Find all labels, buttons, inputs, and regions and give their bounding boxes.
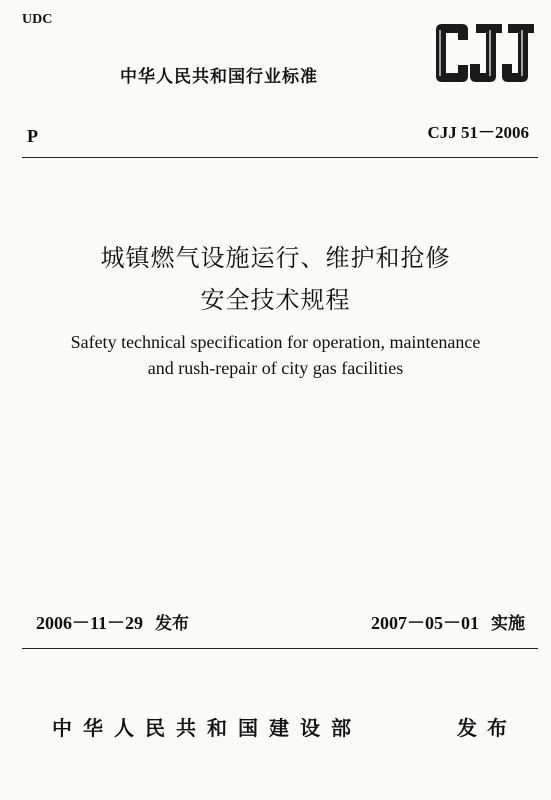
top-divider xyxy=(22,157,538,158)
title-chinese-line1: 城镇燃气设施运行、维护和抢修 xyxy=(100,244,451,272)
title-english-line2: and rush-repair of city gas facilities xyxy=(147,358,404,378)
title-english-line1: Safety technical specification for operation, maintenance xyxy=(70,332,481,352)
udc-label: UDC xyxy=(22,12,53,27)
issue-date-block xyxy=(36,609,189,635)
cjj-logo xyxy=(430,20,538,86)
industry-standard-heading: 中华人民共和国行业标准 xyxy=(120,67,318,87)
issue-label: 发布 xyxy=(155,614,190,634)
bottom-divider xyxy=(22,648,538,649)
issue-date: 2006－11－29 xyxy=(36,613,144,633)
standard-number: CJJ 51－2006 xyxy=(427,123,529,142)
title-chinese-line2: 安全技术规程 xyxy=(200,286,351,314)
classification-code: P xyxy=(27,126,38,146)
issuing-authority: 中华人民共和国建设部 xyxy=(52,716,362,740)
implement-date-block xyxy=(371,609,525,635)
implement-date: 2007－05－01 xyxy=(371,613,479,633)
publish-label: 发布 xyxy=(457,716,517,740)
implement-label: 实施 xyxy=(491,614,525,634)
